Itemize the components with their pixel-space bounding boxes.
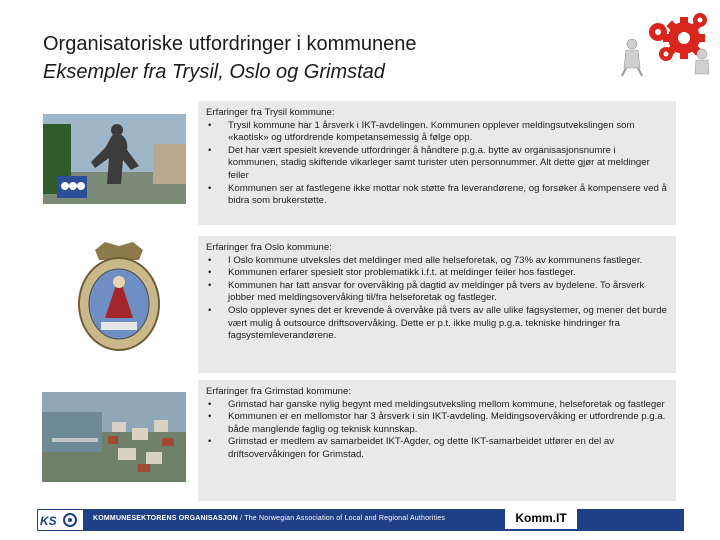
list-item: • Grimstad har ganske nylig begynt med meldingsutveksling mellom kommune, helseforetak og fastleger [206, 399, 668, 412]
list-item: • Kommunen ser at fastlegene ikke mottar nok støtte fra leverandørene, og forsøker å kompensere ved å bidra som brukerstøtte. [206, 183, 668, 208]
ks-logo [37, 509, 84, 531]
bullet-list-grimstad [206, 399, 668, 462]
list-item: • Oslo opplever synes det er krevende å overvåke på tvers av alle ulike fagsystemer, og mener det burde vært mulig å outsource driftsovervåking. Dette er p.t. ikke mulig p.g.a. tekniske hindringer fra fagsystemleverandørene. [206, 305, 668, 343]
list-item: • Kommunen er en mellomstor har 3 årsverk i sin IKT-avdeling. Meldingsovervåking er utfordrende p.g.a. både manglende faglig og teknisk kunnskap. [206, 411, 668, 436]
list-item: • Kommunen erfarer spesielt stor problematikk i.f.t. at meldinger feiler hos fastleger. [206, 267, 668, 280]
footer-org-english: / The Norwegian Association of Local and Regional Authorities [237, 515, 446, 522]
ks-logo-icon [38, 510, 83, 530]
bullet-list-oslo [206, 255, 668, 343]
bullet-list-trysil [206, 120, 668, 208]
list-item: • I Oslo kommune utveksles det meldinger med alle helseforetak, og 73% av kommunens fastleger. [206, 255, 668, 268]
oslo-coat-of-arms-icon [75, 240, 163, 356]
section-heading-oslo: Erfaringer fra Oslo kommune: [206, 242, 332, 253]
footer-bar [37, 509, 684, 531]
section-grimstad [198, 380, 676, 501]
slide-title: Organisatoriske utfordringer i kommunene [43, 33, 417, 55]
footer-org-name: KOMMUNESEKTORENS ORGANISASJON [93, 515, 238, 522]
gears-people-icon [618, 10, 710, 78]
trysil-statue-photo [43, 114, 186, 204]
section-trysil [198, 101, 676, 225]
list-item: • Trysil kommune har 1 årsverk i IKT-avdelingen. Kommunen opplever meldingsutvekslingen som «kaotisk» og utfordrende kompetansemessig å følge opp. [206, 120, 668, 145]
kommit-brand-label: Komm.IT [505, 507, 577, 529]
list-item: • Grimstad er medlem av samarbeidet IKT-Agder, og dette IKT-samarbeidet utfører en del av driftsovervåkingen for Grimstad. [206, 436, 668, 461]
footer-org-text [93, 515, 445, 522]
list-item: • Kommunen har tatt ansvar for overvåking på dagtid av meldinger på tvers av bydelene. To årsverk jobber med meldingsovervåking til/fra helseforetak og fastleger. [206, 280, 668, 305]
ks-logo-text: KS [40, 514, 57, 528]
grimstad-town-photo [42, 392, 186, 482]
section-heading-trysil: Erfaringer fra Trysil kommune: [206, 107, 335, 118]
section-oslo [198, 236, 676, 373]
slide-title-block [43, 30, 417, 86]
section-heading-grimstad: Erfaringer fra Grimstad kommune: [206, 386, 352, 397]
list-item: • Det har vært spesielt krevende utfordringer å håndtere p.g.a. bytte av organisasjonsnumre i kommunen, stadig skiftende vikarleger samt turister uten personnummer. Alt dette gjør at meldinger feiler [206, 145, 668, 183]
slide-subtitle: Eksempler fra Trysil, Oslo og Grimstad [43, 61, 385, 83]
